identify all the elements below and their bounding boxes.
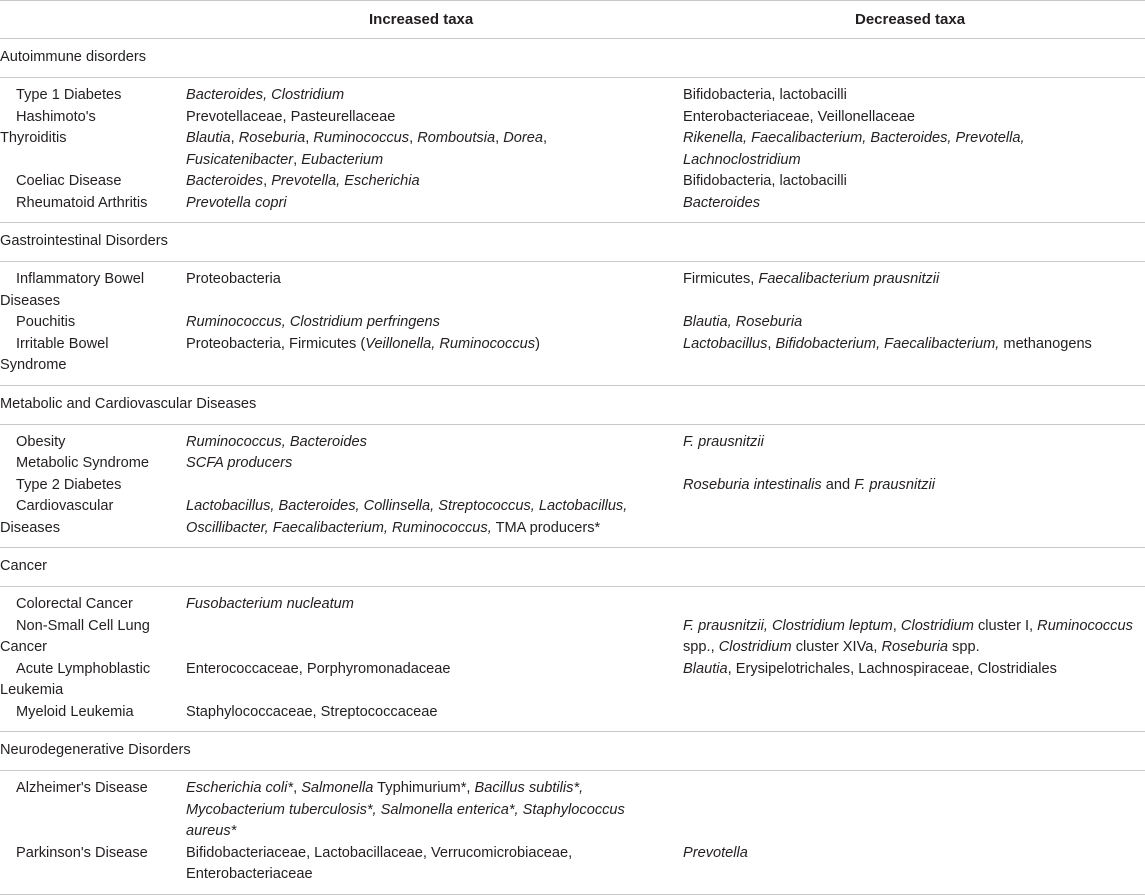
increased-taxa-cell bbox=[186, 594, 354, 616]
cell-line bbox=[186, 171, 420, 193]
taxon-italic: Bacteroides, Clostridium bbox=[186, 87, 345, 103]
cell-line bbox=[683, 432, 764, 454]
decreased-taxa-header: Decreased taxa bbox=[855, 11, 966, 28]
taxon-italic: Fusicatenibacter bbox=[186, 151, 294, 168]
cell-line bbox=[186, 800, 625, 822]
increased-taxa-cell bbox=[186, 778, 625, 843]
taxon-text: Bifidobacteriaceae, Lactobacillaceae, Verrucomicrobiaceae, bbox=[186, 844, 573, 861]
taxon-italic: Lactobacillus, Bacteroides, Collinsella, Streptococcus, Lactobacillus, bbox=[186, 498, 628, 514]
increased-taxa-cell bbox=[186, 312, 440, 334]
taxon-italic: Oscillibacter, Faecalibacterium, Ruminococcus, bbox=[186, 519, 492, 536]
taxon-italic: Escherichia coli* bbox=[186, 780, 294, 796]
increased-taxa-cell bbox=[186, 843, 572, 886]
disease-name-line: Coeliac Disease bbox=[16, 173, 122, 189]
cell-line bbox=[683, 128, 1025, 150]
cell-line bbox=[186, 518, 627, 540]
disease-name-line: Cardiovascular bbox=[16, 498, 114, 514]
increased-taxa-cell bbox=[186, 453, 292, 475]
taxon-italic: Roseburia intestinalis bbox=[683, 476, 822, 493]
taxon-italic: F. prausnitzii bbox=[854, 476, 936, 493]
taxon-text: Bifidobacteria, lactobacilli bbox=[683, 173, 847, 189]
decreased-taxa-cell bbox=[683, 312, 802, 334]
taxon-italic: Eubacterium bbox=[301, 151, 384, 168]
taxon-text: Bifidobacteria, lactobacilli bbox=[683, 87, 847, 103]
taxon-text: , bbox=[542, 130, 547, 146]
section-rule bbox=[0, 586, 1145, 587]
taxon-text: , bbox=[409, 130, 418, 146]
decreased-taxa-cell bbox=[683, 475, 935, 497]
section-end-rule bbox=[0, 547, 1145, 548]
taxon-text: methanogens bbox=[999, 335, 1092, 352]
cell-line bbox=[186, 432, 367, 454]
taxon-italic: F. prausnitzii, Clostridium leptum bbox=[683, 617, 893, 634]
disease-name-line: Syndrome bbox=[0, 357, 67, 373]
disease-name-line: Type 1 Diabetes bbox=[16, 87, 122, 103]
taxon-text: , bbox=[293, 151, 302, 168]
disease-name-line: Metabolic Syndrome bbox=[16, 455, 150, 471]
taxon-text: Typhimurium*, bbox=[373, 780, 475, 796]
taxon-italic: Ruminococcus bbox=[313, 130, 410, 146]
taxon-text: cluster XIVa, bbox=[791, 639, 882, 655]
taxon-italic: Bacillus subtilis*, bbox=[474, 780, 584, 796]
taxon-italic: Blautia bbox=[186, 130, 231, 146]
disease-name-line: Irritable Bowel bbox=[16, 335, 109, 352]
taxon-italic: Prevotella, Escherichia bbox=[271, 173, 420, 189]
taxon-text: Enterococcaceae, Porphyromonadaceae bbox=[186, 660, 451, 677]
cell-line bbox=[186, 702, 438, 724]
taxon-italic: Roseburia bbox=[238, 130, 306, 146]
taxon-text: Firmicutes, bbox=[683, 271, 759, 287]
increased-taxa-cell bbox=[186, 85, 344, 107]
section-end-rule bbox=[0, 731, 1145, 732]
section-end-rule bbox=[0, 222, 1145, 223]
taxon-italic: Prevotella bbox=[683, 844, 748, 861]
disease-name-line: Alzheimer's Disease bbox=[16, 780, 148, 796]
cell-line bbox=[186, 864, 572, 886]
section-rule bbox=[0, 77, 1145, 78]
section-rule bbox=[0, 261, 1145, 262]
disease-name-line: Parkinson's Disease bbox=[16, 844, 148, 861]
taxon-text: , bbox=[305, 130, 314, 146]
cell-line bbox=[683, 475, 935, 497]
taxon-text: , bbox=[767, 335, 776, 352]
taxon-italic: aureus* bbox=[186, 823, 237, 839]
decreased-taxa-cell bbox=[683, 269, 939, 291]
taxon-italic: Bacteroides bbox=[683, 194, 761, 211]
taxon-italic: Salmonella bbox=[301, 780, 374, 796]
taxon-text: TMA producers* bbox=[491, 519, 601, 536]
disease-name bbox=[0, 843, 178, 865]
cell-line bbox=[186, 594, 354, 616]
cell-line bbox=[683, 659, 1057, 681]
taxon-italic: Prevotella copri bbox=[186, 194, 287, 211]
disease-name-line: Inflammatory Bowel bbox=[16, 271, 145, 287]
cell-line bbox=[186, 312, 440, 334]
taxon-italic: Clostridium bbox=[900, 617, 974, 634]
cell-line bbox=[683, 843, 748, 865]
cell-line bbox=[683, 616, 1133, 638]
cell-line bbox=[683, 150, 1025, 172]
disease-name bbox=[0, 171, 178, 193]
taxon-text: Proteobacteria, Firmicutes ( bbox=[186, 335, 366, 352]
taxon-text: Enterobacteriaceae, Veillonellaceae bbox=[683, 108, 916, 125]
cell-line bbox=[683, 269, 939, 291]
taxon-italic: Veillonella, Ruminococcus bbox=[365, 335, 536, 352]
section-title: Autoimmune disorders bbox=[0, 49, 147, 65]
cell-line bbox=[683, 334, 1092, 356]
disease-name bbox=[0, 453, 178, 475]
section-title: Neurodegenerative Disorders bbox=[0, 742, 191, 758]
taxon-text: and bbox=[821, 476, 855, 493]
taxon-italic: Fusobacterium nucleatum bbox=[186, 596, 354, 612]
decreased-taxa-cell bbox=[683, 193, 760, 215]
cell-line bbox=[186, 269, 281, 291]
taxon-italic: SCFA producers bbox=[186, 455, 293, 471]
taxon-text: , bbox=[495, 130, 504, 146]
disease-name bbox=[0, 659, 178, 702]
cell-line bbox=[683, 85, 847, 107]
cell-line bbox=[186, 843, 572, 865]
disease-name bbox=[0, 475, 178, 497]
cell-line bbox=[186, 659, 450, 681]
disease-name bbox=[0, 778, 178, 800]
cell-line bbox=[186, 128, 547, 150]
disease-name bbox=[0, 107, 178, 150]
disease-name-line: Cancer bbox=[0, 639, 48, 655]
disease-name bbox=[0, 594, 178, 616]
cell-line bbox=[186, 193, 287, 215]
taxon-text: , Erysipelotrichales, Lachnospiraceae, Clostridiales bbox=[727, 660, 1057, 677]
taxon-italic: Romboutsia bbox=[417, 130, 496, 146]
taxon-text: , bbox=[263, 173, 272, 189]
taxon-italic: Lachnoclostridium bbox=[683, 151, 801, 168]
taxon-text: Proteobacteria bbox=[186, 271, 281, 287]
disease-name-line: Obesity bbox=[16, 433, 66, 450]
taxon-italic: Mycobacterium tuberculosis*, Salmonella enterica*, Staphylococcus bbox=[186, 801, 625, 818]
increased-taxa-header: Increased taxa bbox=[369, 11, 474, 28]
taxon-italic: Faecalibacterium prausnitzii bbox=[758, 271, 940, 287]
decreased-taxa-cell bbox=[683, 85, 847, 107]
taxon-text: Prevotellaceae, Pasteurellaceae bbox=[186, 108, 396, 125]
disease-name bbox=[0, 269, 178, 312]
section-title: Metabolic and Cardiovascular Diseases bbox=[0, 395, 257, 412]
disease-name bbox=[0, 702, 178, 724]
cell-line bbox=[683, 107, 1025, 129]
disease-name-line: Non-Small Cell Lung bbox=[16, 617, 150, 634]
taxon-text: , bbox=[293, 780, 302, 796]
taxon-italic: Blautia bbox=[683, 660, 728, 677]
disease-name-line: Hashimoto's bbox=[16, 108, 96, 125]
taxon-italic: Ruminococcus, Clostridium perfringens bbox=[186, 314, 440, 330]
taxon-italic: Lactobacillus bbox=[683, 335, 768, 352]
disease-name bbox=[0, 432, 178, 454]
increased-taxa-cell bbox=[186, 193, 287, 215]
cell-line bbox=[186, 150, 547, 172]
cell-line bbox=[683, 171, 847, 193]
taxon-italic: Roseburia bbox=[881, 639, 948, 655]
taxon-text: Staphylococcaceae, Streptococcaceae bbox=[186, 703, 438, 720]
increased-taxa-cell bbox=[186, 171, 420, 193]
header-rule bbox=[0, 38, 1145, 39]
cell-line bbox=[186, 778, 625, 800]
disease-name-line: Pouchitis bbox=[16, 314, 76, 330]
cell-line bbox=[186, 821, 625, 843]
cell-line bbox=[186, 453, 292, 475]
taxon-italic: F. prausnitzii bbox=[683, 433, 764, 450]
taxon-italic: Bifidobacterium, Faecalibacterium, bbox=[775, 335, 1000, 352]
disease-name bbox=[0, 496, 178, 539]
disease-name-line: Rheumatoid Arthritis bbox=[16, 194, 148, 211]
decreased-taxa-cell bbox=[683, 432, 764, 454]
disease-name-line: Leukemia bbox=[0, 682, 64, 698]
disease-name-line: Diseases bbox=[0, 292, 61, 309]
cell-line bbox=[683, 312, 802, 334]
taxon-italic: Dorea bbox=[503, 130, 543, 146]
decreased-taxa-cell bbox=[683, 334, 1092, 356]
table-top-rule bbox=[0, 0, 1145, 1]
disease-name bbox=[0, 312, 178, 334]
increased-taxa-cell bbox=[186, 659, 450, 681]
disease-name bbox=[0, 334, 178, 377]
taxon-text: , bbox=[892, 617, 901, 634]
taxon-text: ) bbox=[535, 335, 540, 352]
disease-name bbox=[0, 616, 178, 659]
increased-taxa-cell bbox=[186, 432, 367, 454]
taxon-text: spp. bbox=[947, 639, 980, 655]
increased-taxa-cell bbox=[186, 702, 438, 724]
section-rule bbox=[0, 424, 1145, 425]
taxon-text: Enterobacteriaceae bbox=[186, 866, 313, 882]
decreased-taxa-cell bbox=[683, 659, 1057, 681]
decreased-taxa-cell bbox=[683, 171, 847, 193]
taxon-text: spp., bbox=[683, 639, 719, 655]
cell-line bbox=[186, 85, 344, 107]
section-rule bbox=[0, 770, 1145, 771]
disease-name-line: Diseases bbox=[0, 519, 61, 536]
cell-line bbox=[186, 107, 547, 129]
taxon-text: , bbox=[230, 130, 239, 146]
increased-taxa-cell bbox=[186, 496, 627, 539]
disease-name-line: Myeloid Leukemia bbox=[16, 703, 134, 720]
taxon-text: cluster I, bbox=[973, 617, 1038, 634]
cell-line bbox=[186, 334, 540, 356]
disease-name-line: Acute Lymphoblastic bbox=[16, 660, 151, 677]
cell-line bbox=[186, 496, 627, 518]
section-title: Cancer bbox=[0, 558, 48, 574]
disease-name-line: Type 2 Diabetes bbox=[16, 476, 122, 493]
increased-taxa-cell bbox=[186, 107, 547, 172]
increased-taxa-cell bbox=[186, 334, 540, 356]
decreased-taxa-cell bbox=[683, 843, 748, 865]
section-end-rule bbox=[0, 894, 1145, 895]
decreased-taxa-cell bbox=[683, 107, 1025, 172]
increased-taxa-cell bbox=[186, 269, 281, 291]
disease-name-line: Colorectal Cancer bbox=[16, 596, 133, 612]
taxon-italic: Bacteroides bbox=[186, 173, 264, 189]
decreased-taxa-cell bbox=[683, 616, 1133, 659]
section-title: Gastrointestinal Disorders bbox=[0, 233, 168, 249]
cell-line bbox=[683, 637, 1133, 659]
section-end-rule bbox=[0, 385, 1145, 386]
disease-name bbox=[0, 193, 178, 215]
taxon-italic: Ruminococcus bbox=[1037, 617, 1133, 634]
cell-line bbox=[683, 193, 760, 215]
taxon-italic: Clostridium bbox=[718, 639, 792, 655]
disease-name-line: Thyroiditis bbox=[0, 130, 67, 146]
disease-name bbox=[0, 85, 178, 107]
taxon-italic: Blautia, Roseburia bbox=[683, 314, 803, 330]
taxon-italic: Ruminococcus, Bacteroides bbox=[186, 433, 367, 450]
taxon-italic: Rikenella, Faecalibacterium, Bacteroides, Prevotella, bbox=[683, 130, 1025, 146]
